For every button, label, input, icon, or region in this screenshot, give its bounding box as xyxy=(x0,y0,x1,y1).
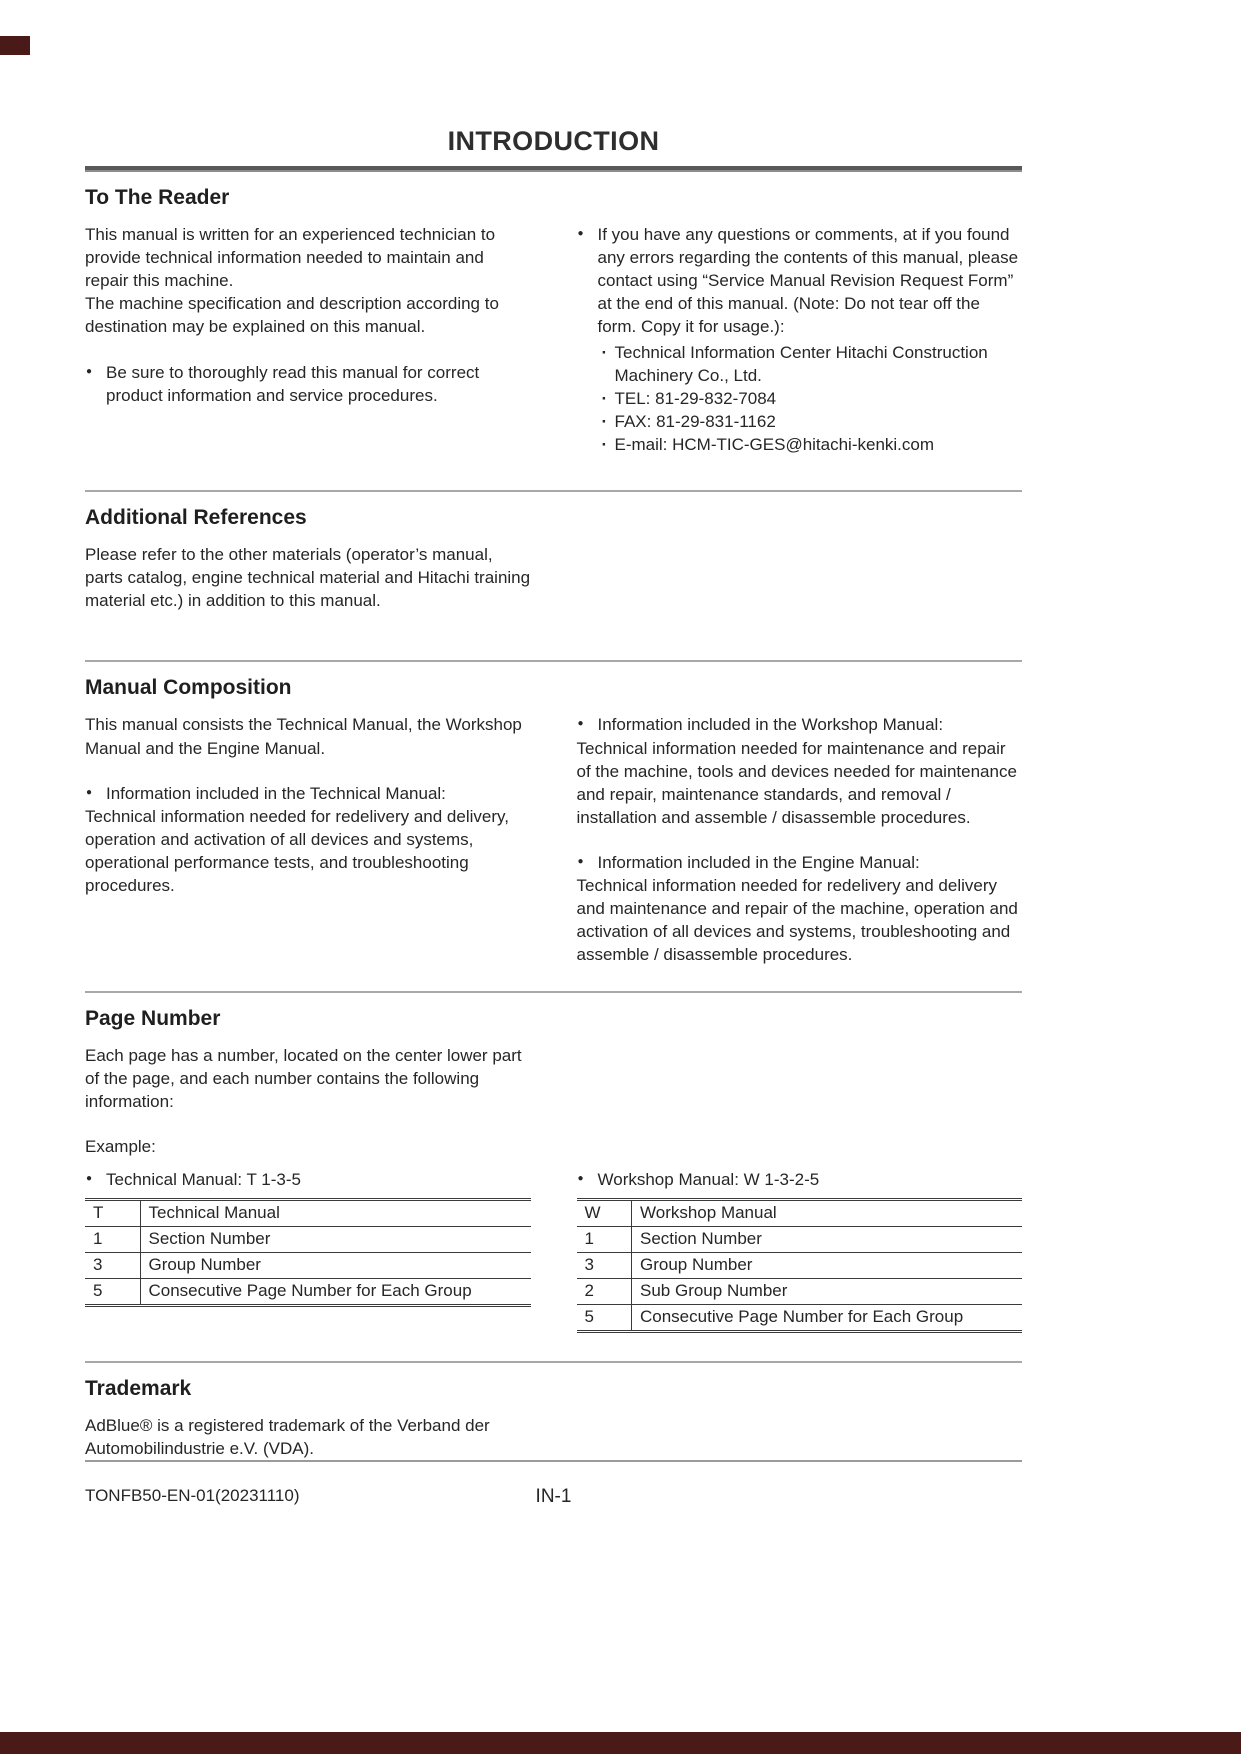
workshop-manual-body: Technical information needed for maintenance and repair of the machine, tools and devices needed for maintenance and repair, maintenance standards, and removal / installation and assemble / disassemble procedures. xyxy=(576,738,1017,827)
code-cell: 5 xyxy=(85,1279,140,1306)
to-the-reader-right-column xyxy=(577,223,1023,456)
manual-composition-intro: This manual consists the Technical Manual, the Workshop Manual and the Engine Manual. xyxy=(85,715,522,758)
desc-cell: Section Number xyxy=(632,1227,1023,1253)
additional-references-heading: Additional References xyxy=(85,506,307,530)
section-manual-composition xyxy=(85,676,1022,966)
technical-page-number-table xyxy=(85,1198,531,1307)
manual-composition-heading: Manual Composition xyxy=(85,676,292,700)
section-divider xyxy=(85,1361,1022,1363)
contact-bullet: ● If you have any questions or comments, at if you found any errors regarding the contents of this manual, please contact using “Service Manual Revision Request Form” at the end of this manual. (Note: Do not tear off the form. Copy it for usage.): xyxy=(577,223,1023,339)
contact-item-tel: · TEL: 81-29-832-7084 xyxy=(598,387,1023,410)
bottom-accent-bar xyxy=(0,1732,1241,1754)
engine-manual-body: Technical information needed for redelivery and delivery and maintenance and repair of the machine, operation and activation of all devices and systems, troubleshooting and assemble / disassemble procedures. xyxy=(576,876,1018,965)
page-number-label: IN-1 xyxy=(535,1486,572,1507)
desc-cell: Consecutive Page Number for Each Group xyxy=(148,1281,472,1301)
section-to-the-reader xyxy=(85,186,1022,456)
manual-composition-right-column xyxy=(577,713,1023,966)
section-additional-references xyxy=(85,506,1022,612)
table-row xyxy=(577,1253,1023,1279)
code-cell: 1 xyxy=(85,1227,140,1253)
desc-cell: Workshop Manual xyxy=(632,1200,1023,1227)
to-the-reader-left-column xyxy=(85,223,531,456)
technical-example-column xyxy=(85,1158,531,1333)
section-divider xyxy=(85,660,1022,662)
trademark-body: AdBlue® is a registered trademark of the Verband der Automobilindustrie e.V. (VDA). xyxy=(85,1416,490,1459)
table-row xyxy=(85,1279,531,1306)
technical-manual-body: Technical information needed for redelivery and delivery, operation and activation of all devices and systems, operational performance tests, and troubleshooting procedures. xyxy=(85,806,509,896)
table-row xyxy=(577,1279,1023,1305)
code-cell: 5 xyxy=(577,1305,632,1332)
engine-manual-bullet: ● Information included in the Engine Manual: xyxy=(577,851,1023,874)
desc-cell: Group Number xyxy=(140,1253,531,1279)
title-divider xyxy=(85,166,1022,172)
workshop-example-column xyxy=(577,1158,1023,1333)
table-row xyxy=(577,1305,1023,1332)
to-the-reader-bullet: ● Be sure to thoroughly read this manual for correct product information and service procedures. xyxy=(85,361,531,407)
corner-tab-mark xyxy=(0,36,30,55)
desc-cell: Section Number xyxy=(140,1227,531,1253)
page-content xyxy=(85,0,1022,1460)
table-row xyxy=(85,1253,531,1279)
table-row xyxy=(577,1200,1023,1227)
additional-references-body: Please refer to the other materials (operator’s manual, parts catalog, engine technical material and Hitachi training material etc.) in addition to this manual. xyxy=(85,545,531,611)
section-divider xyxy=(85,991,1022,993)
contact-item-center: · Technical Information Center Hitachi Construction Machinery Co., Ltd. xyxy=(598,341,1023,387)
contact-list xyxy=(577,341,1023,457)
desc-cell: Group Number xyxy=(632,1253,1023,1279)
desc-cell: Technical Manual xyxy=(140,1200,531,1227)
to-the-reader-para1: This manual is written for an experienced technician to provide technical information needed to maintain and repair this machine. xyxy=(85,225,496,291)
page-title: INTRODUCTION xyxy=(447,126,660,156)
code-cell: 3 xyxy=(85,1253,140,1279)
code-cell: T xyxy=(85,1200,140,1227)
table-row xyxy=(85,1200,531,1227)
technical-example-bullet: ● Technical Manual: T 1-3-5 xyxy=(85,1168,531,1191)
technical-manual-bullet: ● Information included in the Technical Manual: xyxy=(85,782,531,805)
section-page-number xyxy=(85,1007,1022,1334)
workshop-manual-bullet: ● Information included in the Workshop Manual: xyxy=(577,713,1023,736)
desc-cell: Sub Group Number xyxy=(632,1279,1023,1305)
section-divider xyxy=(85,490,1022,492)
section-trademark xyxy=(85,1377,1022,1460)
page-number-intro: Each page has a number, located on the center lower part of the page, and each number contains the following information: xyxy=(85,1045,522,1111)
to-the-reader-heading: To The Reader xyxy=(85,186,230,209)
trademark-heading: Trademark xyxy=(85,1377,192,1401)
to-the-reader-para2: The machine specification and description according to destination may be explained on this manual. xyxy=(85,294,499,337)
table-row xyxy=(577,1227,1023,1253)
workshop-page-number-table xyxy=(577,1198,1023,1333)
page-number-heading: Page Number xyxy=(85,1006,221,1030)
document-code: TONFB50-EN-01(20231110) xyxy=(85,1486,300,1505)
table-row xyxy=(85,1227,531,1253)
workshop-example-bullet: ● Workshop Manual: W 1-3-2-5 xyxy=(577,1168,1023,1191)
code-cell: 1 xyxy=(577,1227,632,1253)
example-label: Example: xyxy=(85,1136,156,1156)
code-cell: 2 xyxy=(577,1279,632,1305)
contact-item-fax: · FAX: 81-29-831-1162 xyxy=(598,410,1023,433)
desc-cell: Consecutive Page Number for Each Group xyxy=(640,1307,964,1327)
code-cell: W xyxy=(577,1200,632,1227)
page-footer xyxy=(85,1460,1022,1510)
footer-divider xyxy=(85,1460,1022,1462)
contact-item-email: · E-mail: HCM-TIC-GES@hitachi-kenki.com xyxy=(598,433,1023,456)
code-cell: 3 xyxy=(577,1253,632,1279)
manual-composition-left-column xyxy=(85,713,531,966)
